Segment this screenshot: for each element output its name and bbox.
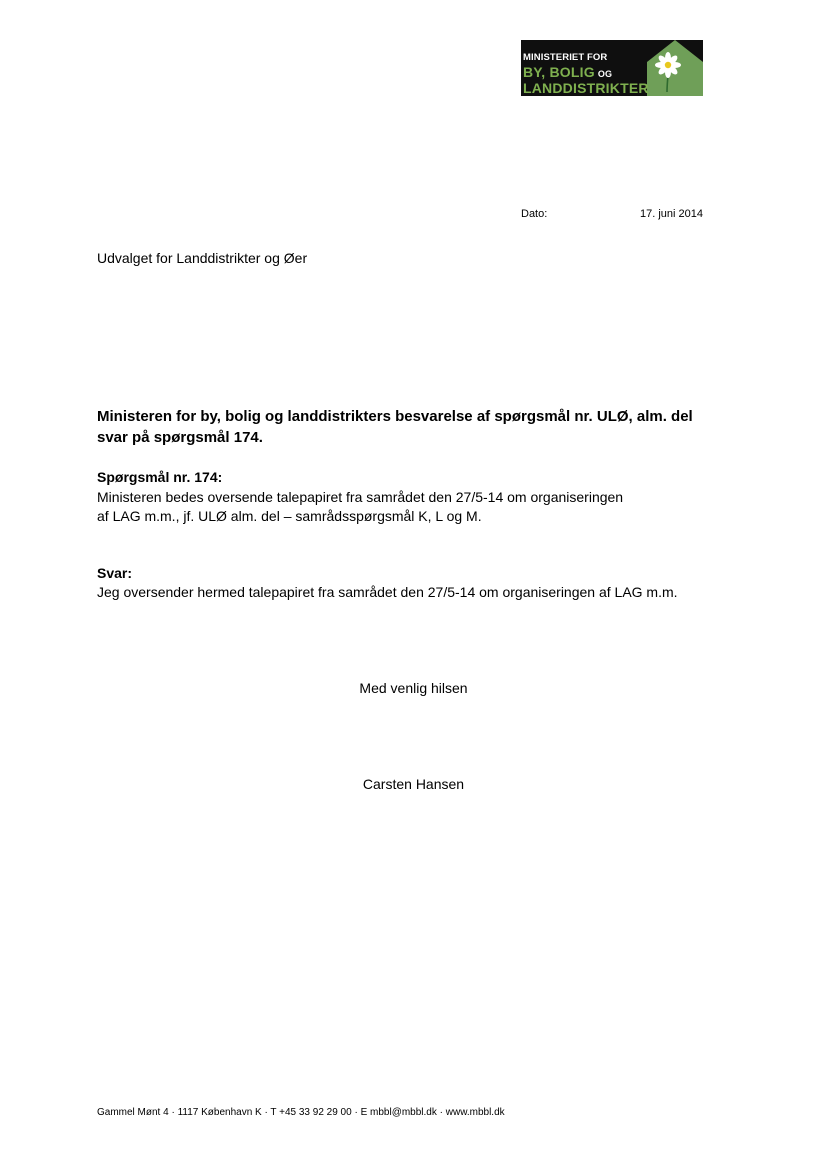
logo-line-2-og: OG	[597, 69, 613, 79]
closing-greeting: Med venlig hilsen	[359, 680, 468, 696]
date-value: 17. juni 2014	[640, 208, 703, 220]
ministry-logo	[521, 40, 703, 96]
recipient: Udvalget for Landdistrikter og Øer	[97, 250, 308, 266]
question-heading: Spørgsmål nr. 174:	[97, 469, 223, 485]
answer-heading: Svar:	[97, 565, 133, 581]
logo-line-2-main: BY, BOLIG	[523, 64, 595, 80]
document-title: Ministeren for by, bolig og landdistrikters besvarelse af spørgsmål nr. ULØ, alm. del svar på spørgsmål 174.	[97, 408, 693, 446]
signature-name: Carsten Hansen	[362, 776, 465, 792]
date-label: Dato:	[521, 208, 548, 220]
logo-line-2	[523, 64, 612, 80]
question-line-2: af LAG m.m., jf. ULØ alm. del – samrådsspørgsmål K, L og M.	[97, 508, 482, 524]
answer-body: Jeg oversender hermed talepapiret fra samrådet den 27/5-14 om organiseringen af LAG m.m.	[97, 584, 678, 600]
question-body	[97, 488, 697, 526]
logo-line-3: LANDDISTRIKTER	[523, 80, 649, 96]
logo-line-1: MINISTERIET FOR	[523, 52, 608, 63]
question-line-1: Ministeren bedes oversende talepapiret fra samrådet den 27/5-14 om organiseringen	[97, 489, 624, 505]
footer-contact: Gammel Mønt 4 · 1117 København K · T +45 33 92 29 00 · E mbbl@mbbl.dk · www.mbbl.dk	[97, 1107, 505, 1118]
